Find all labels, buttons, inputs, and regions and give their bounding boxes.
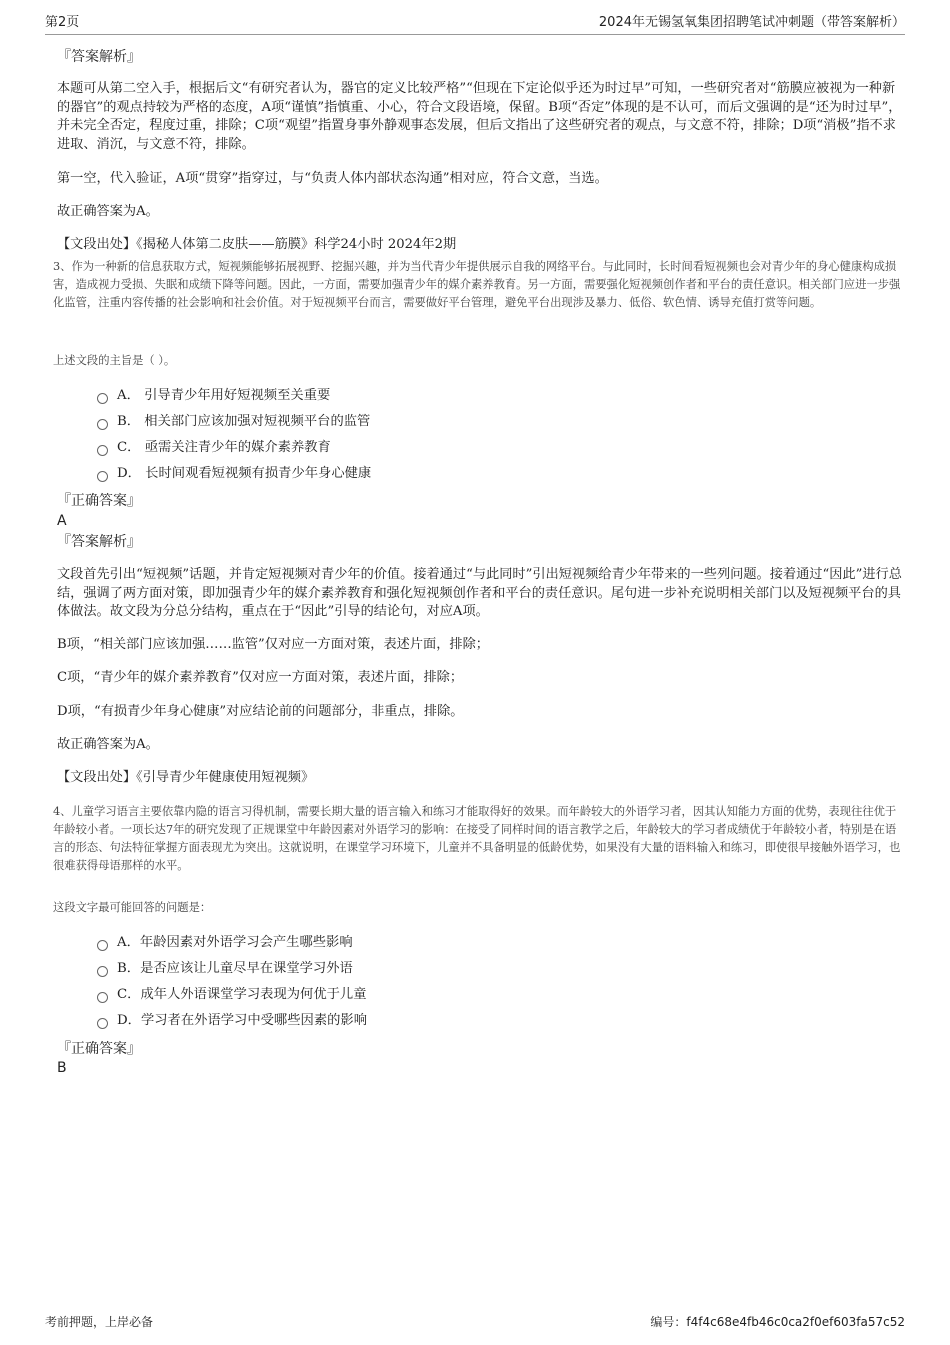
radio-button-icon[interactable] — [97, 940, 108, 951]
footer-document-code: 编号：f4f4c68e4fb46c0ca2f0ef603fa57c52 — [650, 1315, 905, 1329]
footer-slogan: 考前押题，上岸必备 — [45, 1315, 154, 1329]
q3-stem: 3、作为一种新的信息获取方式，短视频能够拓展视野、挖掘兴趣，并为当代青少年提供展示自我的网络平台。与此同时，长时间看短视频也会对青少年的身心健康构成损害，造成视力受损、失眠和成绩下降等问题。因此，一方面，需要加强青少年的媒介素养教育。另一方面，需要强化短视频创作者和平台的责任意识。相关部门应进一步强化监管，注重内容传播的社会影响和社会价值。对于短视频平台而言，需要做好平台管理，避免平台出现涉及暴力、低俗、软色情、诱导充值打赏等问题。 — [53, 260, 901, 309]
page-header — [45, 14, 905, 35]
q2-analysis-paragraph-3: 故正确答案为A。 — [57, 204, 159, 219]
option-label: C． 亟需关注青少年的媒介素养教育 — [117, 440, 331, 455]
q3-analysis-label: 『答案解析』 — [57, 534, 141, 550]
radio-button-icon[interactable] — [97, 966, 108, 977]
q4-correct-answer: B — [57, 1060, 67, 1076]
q3-correct-label: 『正确答案』 — [57, 493, 141, 509]
option-label: B． 相关部门应该加强对短视频平台的监管 — [117, 414, 371, 429]
option-label: B．是否应该让儿童尽早在课堂学习外语 — [117, 961, 353, 976]
q3-analysis-paragraph-2: B项，“相关部门应该加强……监管”仅对应一方面对策，表述片面，排除； — [57, 637, 489, 652]
option-label: D．学习者在外语学习中受哪些因素的影响 — [117, 1013, 368, 1028]
option-label: C．成年人外语课堂学习表现为何优于儿童 — [117, 987, 367, 1002]
q3-analysis-paragraph-3: C项，“青少年的媒介素养教育”仅对应一方面对策，表述片面，排除； — [57, 670, 464, 685]
option-label: A． 引导青少年用好短视频至关重要 — [117, 388, 331, 403]
q3-correct-answer: A — [57, 513, 67, 529]
q3-option-d[interactable] — [97, 464, 371, 484]
radio-button-icon[interactable] — [97, 393, 108, 404]
option-label: A．年龄因素对外语学习会产生哪些影响 — [117, 935, 353, 950]
radio-button-icon[interactable] — [97, 992, 108, 1003]
document-title: 2024年无锡氢氧集团招聘笔试冲刺题（带答案解析） — [598, 15, 905, 30]
q3-option-c[interactable] — [97, 438, 331, 458]
page-number: 第2页 — [45, 15, 80, 30]
q4-option-c[interactable] — [97, 985, 367, 1005]
q3-prompt: 上述文段的主旨是（ ）。 — [53, 354, 176, 367]
q3-source: 【文段出处】《引导青少年健康使用短视频》 — [57, 770, 315, 785]
radio-button-icon[interactable] — [97, 419, 108, 430]
q4-prompt: 这段文字最可能回答的问题是： — [53, 901, 212, 914]
radio-button-icon[interactable] — [97, 445, 108, 456]
radio-button-icon[interactable] — [97, 1018, 108, 1029]
q2-source: 【文段出处】《揭秘人体第二皮肤——筋膜》科学24小时 2024年2期 — [57, 237, 457, 252]
q4-option-b[interactable] — [97, 959, 353, 979]
q2-analysis-paragraph-1: 本题可从第二空入手，根据后文“有研究者认为，器官的定义比较严格”“但现在下定论似乎还为时过早”可知，一些研究者对“筋膜应被视为一种新的器官”的观点持较为严格的态度，A项“谨慎”指慎重、小心，符合文段语境，保留。B项“否定”体现的是不认可，而后文强调的是“还为时过早”，并未完全否定，程度过重，排除；C项“观望”指置身事外静观事态发展，但后文指出了这些研究者的观点，与文意不符，排除；D项“消极”指不求进取、消沉，与文意不符，排除。 — [57, 81, 902, 152]
q4-correct-label: 『正确答案』 — [57, 1041, 141, 1057]
q3-analysis-paragraph-4: D项，“有损青少年身心健康”对应结论前的问题部分，非重点，排除。 — [57, 704, 464, 719]
option-label: D． 长时间观看短视频有损青少年身心健康 — [117, 466, 372, 481]
q3-analysis-paragraph-1: 文段首先引出“短视频”话题，并肯定短视频对青少年的价值。接着通过“与此同时”引出短视频给青少年带来的一些列问题。接着通过“因此”进行总结，强调了两方面对策，即加强青少年的媒介素养教育和强化短视频创作者和平台的责任意识。尾句进一步补充说明相关部门以及短视频平台的具体做法。故文段为分总分结构，重点在于“因此”引导的结论句，对应A项。 — [57, 567, 902, 619]
radio-button-icon[interactable] — [97, 471, 108, 482]
q4-stem: 4、儿童学习语言主要依靠内隐的语言习得机制，需要长期大量的语言输入和练习才能取得好的效果。而年龄较大的外语学习者，因其认知能力方面的优势，表现往往优于年龄较小者。一项长达7年的研究发现了正规课堂中年龄因素对外语学习的影响：在接受了同样时间的语言教学之后，年龄较大的学习者成绩优于年龄较小者，特别是在语言的形态、句法特征掌握方面表现尤为突出。这就说明，在课堂学习环境下，儿童并不具备明显的低龄优势，如果没有大量的语料输入和练习，即使很早接触外语学习，也很难获得母语那样的水平。 — [53, 805, 901, 872]
q3-option-b[interactable] — [97, 412, 370, 432]
q3-option-a[interactable] — [97, 386, 330, 406]
q4-option-a[interactable] — [97, 933, 353, 953]
q3-analysis-paragraph-5: 故正确答案为A。 — [57, 737, 159, 752]
q2-analysis-paragraph-2: 第一空，代入验证，A项“贯穿”指穿过，与“负责人体内部状态沟通”相对应，符合文意，当选。 — [57, 171, 608, 186]
q4-option-d[interactable] — [97, 1011, 367, 1031]
q2-analysis-label: 『答案解析』 — [57, 49, 141, 65]
